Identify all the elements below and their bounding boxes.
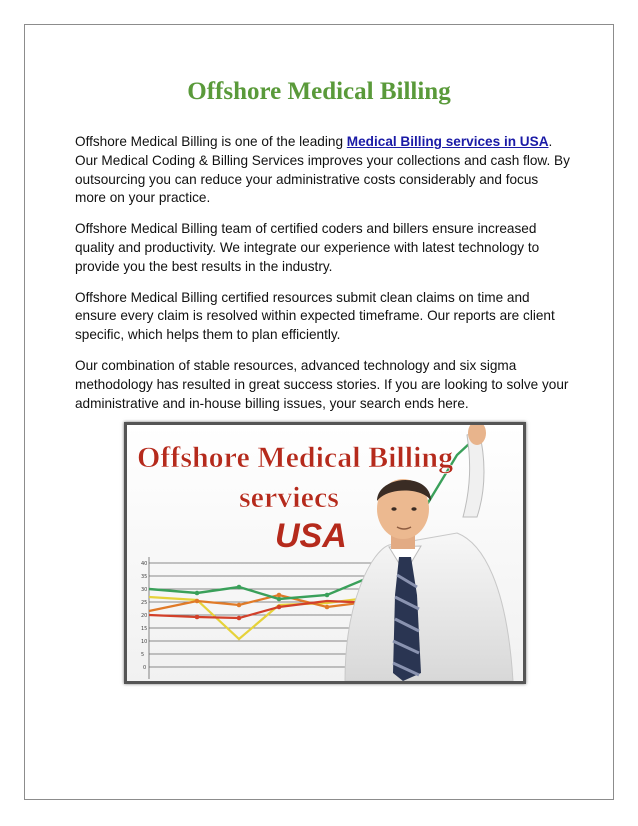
paragraph-1: [75, 133, 570, 208]
page-title: Offshore Medical Billing: [187, 78, 451, 105]
y-tick: 40: [141, 561, 148, 567]
medical-billing-services-link[interactable]: Medical Billing services in USA: [346, 134, 549, 149]
image-headline-line1: Offshore Medical Billing: [137, 441, 454, 474]
y-tick: 15: [141, 626, 148, 632]
y-tick: 30: [141, 587, 148, 593]
document-body: [75, 133, 570, 425]
promo-image: [124, 422, 526, 684]
image-headline-line3: USA: [275, 517, 347, 555]
y-tick: 35: [141, 574, 148, 580]
y-tick: 25: [141, 600, 148, 606]
paragraph-3: Offshore Medical Billing certified resources submit clean claims on time and ensure every claim is resolved within expected timeframe. Our reports are client specific, which helps them to plan efficiently.: [75, 289, 555, 343]
image-headline-line2: serviecs: [239, 481, 339, 514]
y-tick: 20: [141, 613, 148, 619]
promo-illustration: [127, 425, 523, 681]
paragraph-2: Offshore Medical Billing team of certified coders and billers ensure increased quality and productivity. We integrate our experience with latest technology to provide you the best results in the industry.: [75, 221, 540, 274]
y-tick: 0: [143, 665, 147, 671]
paragraph-1-rest: . Our Medical Coding & Billing Services improves your collections and cash flow. By outsourcing you can reduce your administrative costs considerably and focus more on your practice.: [75, 134, 570, 206]
y-tick: 10: [141, 639, 148, 645]
paragraph-1-intro: Offshore Medical Billing is one of the leading: [75, 134, 347, 149]
y-tick: 5: [141, 652, 145, 658]
paragraph-4: Our combination of stable resources, advanced technology and six sigma methodology has resulted in great success stories. If you are looking to solve your administrative and in-house billing issues, your search ends here.: [75, 357, 569, 411]
